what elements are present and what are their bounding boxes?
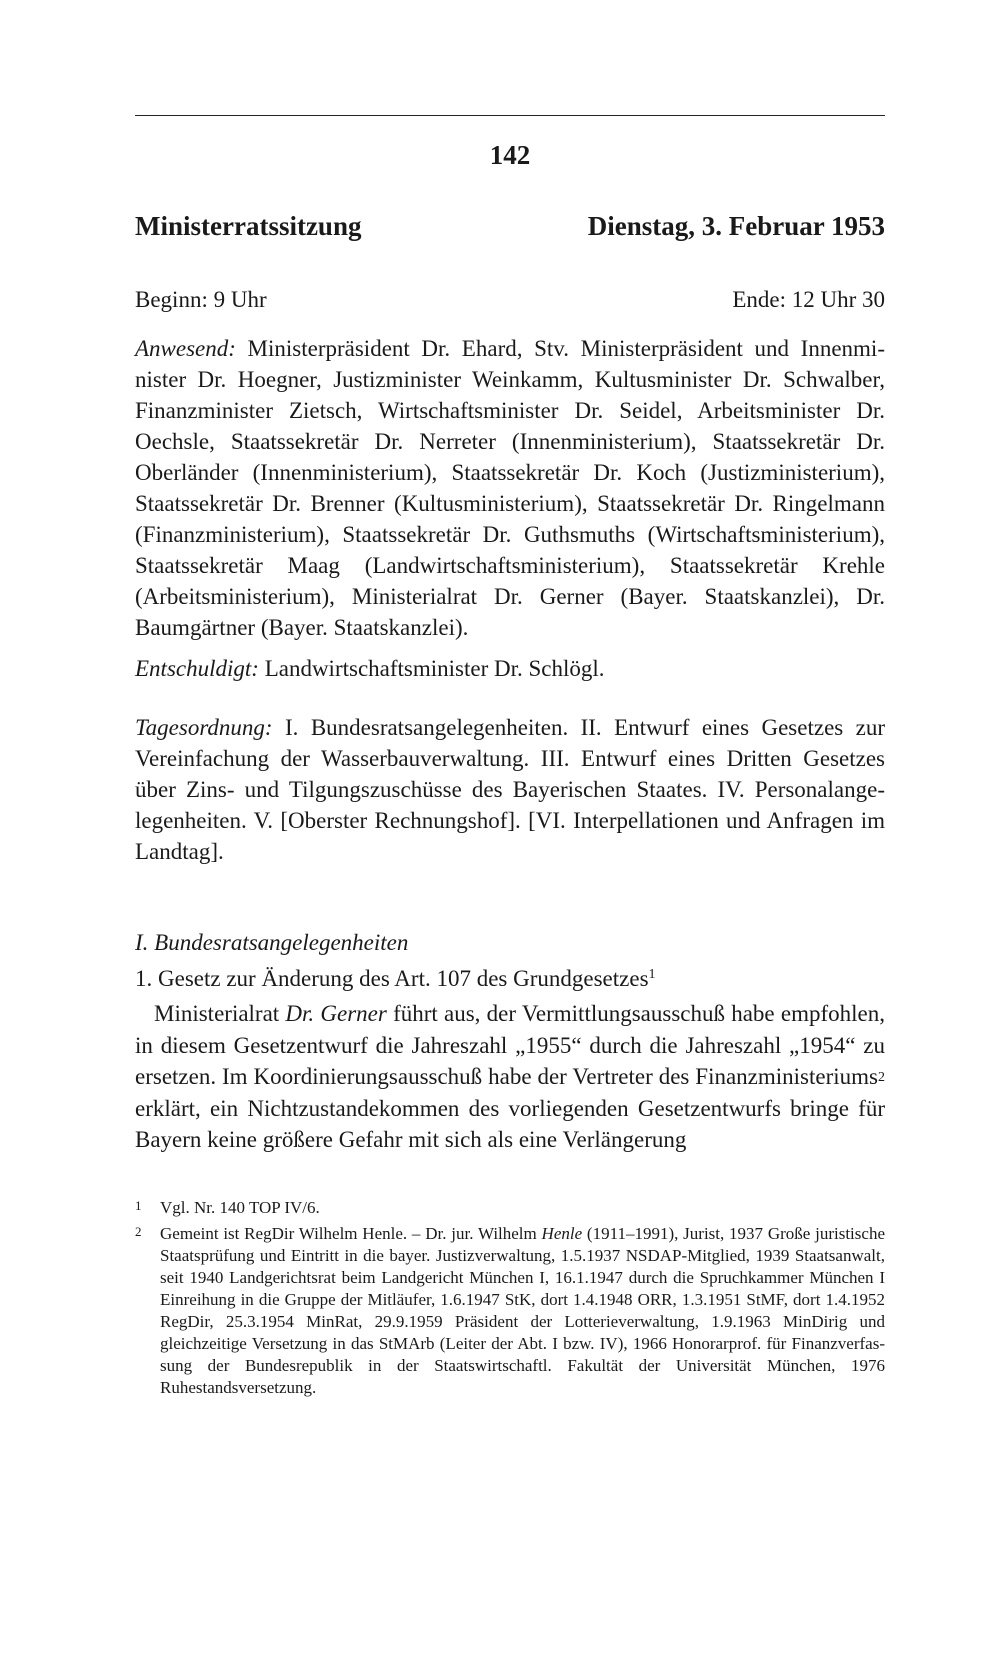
speaker-name: Dr. Gerner [285, 1001, 387, 1026]
body-text-2: führt aus, der Vermittlungsausschuß habe empfohlen, in diesem Gesetzentwurf die Jahreszahl „1955“ durch die Jahreszahl „1954“ zu ersetzen. Im Koordinierungsausschuß habe der Vertreter des Finanzministeriums [135, 1001, 885, 1089]
footnote-ref-1[interactable]: 1 [648, 967, 656, 982]
session-title: Ministerratssitzung [135, 211, 362, 241]
attendees-text: Ministerpräsident Dr. Ehard, Stv. Ministerpräsident und Innenminister Dr. Hoegner, Justizminister Weinkamm, Kultusminister Dr. Schwalber, Finanzminister Zietsch, Wirtschaftsminister Dr. Seidel, Arbeitsminister Dr. Oechsle, Staatssekretär Dr. Nerreter (Innenministerium), Staatssekretär Dr. Oberländer (Innenministerium), Staatssekretär Dr. Koch (Justizministerium), Staatssekretär Dr. Brenner (Kultusministerium), Staatssekretär Dr. Ringelmann (Finanzministerium), Staatssekretär Dr. Guthsmuths (Wirtschaftsministerium), Staatssekretär Maag (Landwirtschaftsministerium), Staatssekretär Krehle (Arbeitsministerium), Ministerialrat Dr. Gerner (Bayer. Staatskanzlei), Dr. Baumgärtner (Bayer. Staatskanzlei). [135, 336, 885, 640]
session-date: Dienstag, 3. Februar 1953 [587, 211, 885, 241]
agenda-paragraph [135, 712, 885, 867]
excused-paragraph [135, 653, 885, 684]
end-time: Ende: 12 Uhr 30 [732, 287, 885, 312]
item-title [135, 966, 656, 992]
excused-label: Entschuldigt: [135, 656, 259, 681]
body-text-1: Ministerialrat [154, 1001, 286, 1026]
document-number: 142 [489, 140, 531, 170]
footnote-text [160, 1223, 885, 1399]
footnote-ref-2[interactable]: 2 [878, 1070, 885, 1085]
section-title: I. Bundesratsangelegenheiten [135, 930, 409, 955]
footnotes [135, 1197, 885, 1403]
footnote-person-name: Henle [541, 1224, 583, 1243]
body-paragraph [135, 998, 885, 1156]
attendees-label: Anwesend: [135, 336, 236, 361]
begin-time: Beginn: 9 Uhr [135, 287, 267, 312]
item-title-text: 1. Gesetz zur Änderung des Art. 107 des Grundgesetzes [135, 966, 649, 991]
agenda-label: Tagesordnung: [135, 715, 273, 740]
body-text-3: erklärt, ein Nichtzustandekommen des vorliegenden Gesetzentwurfs bringe für Bayern keine größere Gefahr mit sich als eine Verlängerung [135, 1095, 885, 1152]
session-heading [135, 211, 885, 242]
excused-text: Landwirtschaftsminister Dr. Schlögl. [258, 656, 605, 681]
footnote-number: 1 [135, 1198, 142, 1213]
footnote-text: Vgl. Nr. 140 TOP IV/6. [160, 1198, 320, 1217]
footnote [135, 1197, 885, 1219]
attendees-paragraph [135, 333, 885, 643]
agenda-text: I. Bundesratsangelegenheiten. II. Entwurf eines Gesetzes zur Vereinfachung der Wasserbauverwaltung. III. Entwurf eines Dritten Gesetzes über Zins- und Tilgungszuschüsse des Bayerischen Staates. IV. Personalangelegenheiten. V. [Oberster Rechnungshof]. [VI. Interpellationen und Anfragen im Landtag]. [135, 715, 885, 864]
footnote [135, 1223, 885, 1399]
footnote-text-post: (1911–1991), Jurist, 1937 Große juristische Staatsprüfung und Eintritt in die bayer. Justizverwaltung, 1.5.1937 NSDAP-Mitglied, 1939 Staatsanwalt, seit 1940 Landgerichtsrat beim Landgericht München I, 16.1.1947 durch die Spruchkammer München I Einreihung in die Gruppe der Mitläufer, 1.6.1947 StK, dort 1.4.1948 ORR, 1.3.1951 StMF, dort 1.4.1952 RegDir, 25.3.1954 MinRat, 29.9.1959 Präsident der Lotterieverwaltung, 1.9.1963 MinDirig und gleichzeitige Versetzung in das StMArb (Leiter der Abt. I bzw. IV), 1966 Honorarprof. für Finanzverfassung der Bundesrepublik in der Staatswirtschaftl. Fakultät der Universität München, 1976 Ruhestandsversetzung. [160, 1224, 885, 1397]
footnote-number: 2 [135, 1224, 142, 1239]
session-times [135, 287, 885, 313]
footnote-text-pre: Gemeint ist RegDir Wilhelm Henle. – Dr. jur. Wilhelm [160, 1224, 542, 1243]
top-rule [135, 115, 885, 116]
